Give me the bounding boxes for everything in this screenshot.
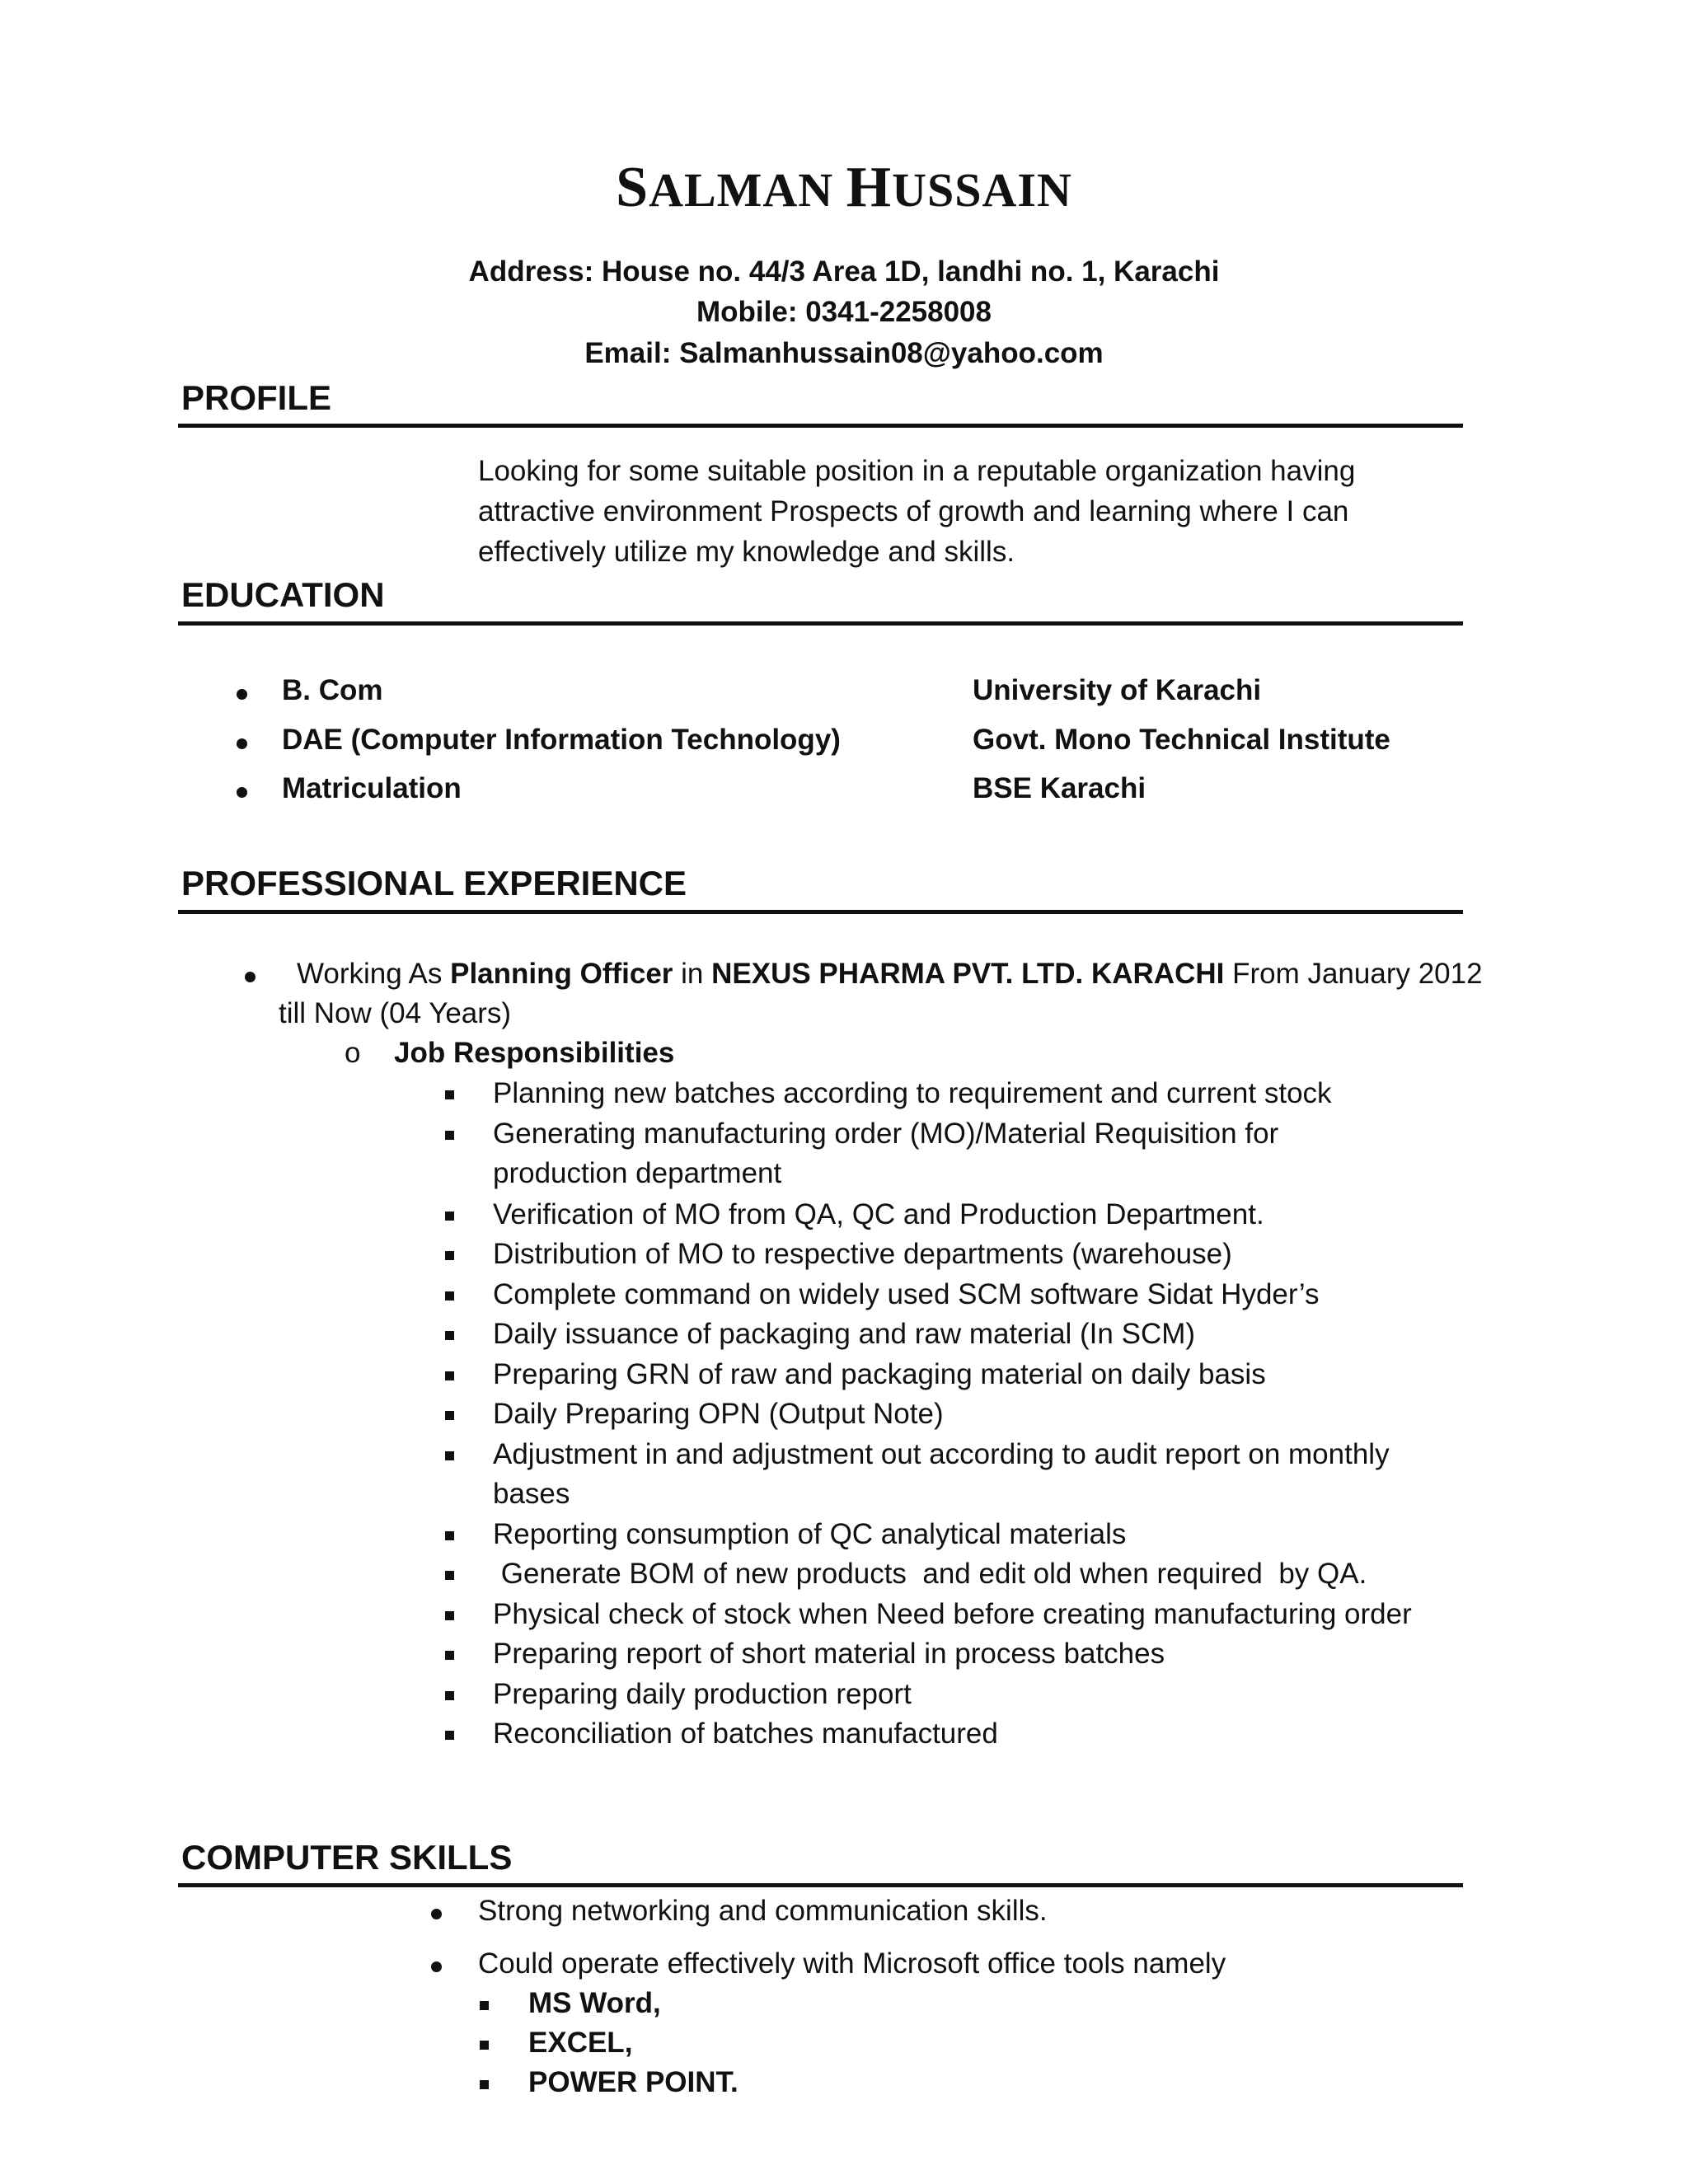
profile-line: attractive environment Prospects of growth and learning where I can	[478, 495, 1349, 527]
job-role: Planning Officer	[450, 958, 673, 990]
education-degree: B. Com	[282, 674, 383, 706]
intro-text: Working As	[297, 958, 451, 990]
square-bullet-icon	[445, 1090, 454, 1099]
education-degree: DAE (Computer Information Technology)	[282, 724, 841, 756]
square-bullet-icon	[445, 1531, 454, 1540]
square-bullet-icon	[480, 2001, 489, 2010]
square-bullet-icon	[480, 2041, 489, 2050]
intro-text: in	[673, 958, 712, 990]
education-degree: Matriculation	[282, 772, 462, 804]
square-bullet-icon	[480, 2080, 489, 2089]
contact-email: Email: Salmanhussain08@yahoo.com	[584, 337, 1104, 369]
company-name: NEXUS PHARMA PVT. LTD. KARACHI	[711, 958, 1225, 990]
name-initial: S	[616, 156, 649, 219]
education-institute: University of Karachi	[973, 674, 1262, 706]
square-bullet-icon	[445, 1291, 454, 1301]
skill-item: Strong networking and communication skills.	[478, 1895, 1048, 1927]
bullet-icon	[245, 972, 256, 982]
section-divider	[178, 621, 1463, 626]
tool-item: POWER POINT.	[528, 2066, 738, 2098]
responsibility-item: Planning new batches according to requirement and current stock	[493, 1077, 1332, 1109]
bullet-icon	[237, 738, 247, 749]
education-institute: Govt. Mono Technical Institute	[973, 724, 1390, 756]
bullet-icon	[431, 1909, 442, 1919]
candidate-name	[0, 155, 1688, 221]
experience-duration: till Now (04 Years)	[279, 997, 512, 1029]
square-bullet-icon	[445, 1691, 454, 1700]
job-responsibilities-title: Job Responsibilities	[394, 1037, 675, 1069]
contact-mobile: Mobile: 0341-2258008	[696, 296, 992, 328]
square-bullet-icon	[445, 1371, 454, 1380]
profile-line: Looking for some suitable position in a reputable organization having	[478, 455, 1356, 487]
responsibility-item: Adjustment in and adjustment out according to audit report on monthly	[493, 1438, 1390, 1470]
responsibility-item: Reconciliation of batches manufactured	[493, 1718, 998, 1750]
experience-intro	[297, 958, 1483, 991]
responsibility-item: Preparing GRN of raw and packaging material on daily basis	[493, 1358, 1266, 1390]
section-title-profile: PROFILE	[181, 378, 332, 417]
bullet-icon	[237, 787, 247, 798]
sub-bullet-icon: o	[345, 1037, 361, 1069]
responsibility-item: Physical check of stock when Need before creating manufacturing order	[493, 1598, 1412, 1630]
responsibility-item: Daily issuance of packaging and raw material (In SCM)	[493, 1318, 1196, 1350]
square-bullet-icon	[445, 1331, 454, 1340]
responsibility-item: Daily Preparing OPN (Output Note)	[493, 1398, 944, 1430]
bullet-icon	[237, 689, 247, 700]
square-bullet-icon	[445, 1212, 454, 1221]
responsibility-item: Generating manufacturing order (MO)/Material Requisition for	[493, 1118, 1279, 1150]
square-bullet-icon	[445, 1251, 454, 1260]
square-bullet-icon	[445, 1611, 454, 1620]
square-bullet-icon	[445, 1571, 454, 1580]
intro-text: From January 2012	[1224, 958, 1483, 990]
responsibility-item-continued: production department	[493, 1157, 782, 1189]
square-bullet-icon	[445, 1131, 454, 1140]
responsibility-item: Preparing report of short material in process batches	[493, 1638, 1165, 1670]
education-institute: BSE Karachi	[973, 772, 1146, 804]
responsibility-item: Generate BOM of new products and edit old when required by QA.	[493, 1558, 1367, 1590]
responsibility-item: Reporting consumption of QC analytical materials	[493, 1518, 1127, 1550]
responsibility-item: Verification of MO from QA, QC and Production Department.	[493, 1198, 1264, 1230]
section-title-skills: COMPUTER SKILLS	[181, 1838, 513, 1877]
section-divider	[178, 424, 1463, 428]
profile-summary	[478, 451, 1355, 572]
skill-item: Could operate effectively with Microsoft office tools namely	[478, 1947, 1226, 1980]
section-divider	[178, 1883, 1463, 1887]
square-bullet-icon	[445, 1651, 454, 1660]
responsibility-item: Complete command on widely used SCM software Sidat Hyder’s	[493, 1278, 1320, 1310]
section-title-experience: PROFESSIONAL EXPERIENCE	[181, 864, 687, 902]
bullet-icon	[431, 1961, 442, 1972]
name-first-rest: ALMAN	[649, 163, 834, 217]
profile-line: effectively utilize my knowledge and skills.	[478, 536, 1015, 568]
tool-item: MS Word,	[528, 1987, 661, 2019]
square-bullet-icon	[445, 1451, 454, 1460]
name-last-rest: USSAIN	[892, 163, 1072, 217]
name-last-initial: H	[846, 156, 893, 219]
section-title-education: EDUCATION	[181, 575, 385, 614]
contact-address: Address: House no. 44/3 Area 1D, landhi no. 1, Karachi	[468, 255, 1220, 288]
square-bullet-icon	[445, 1731, 454, 1740]
responsibility-item: Distribution of MO to respective departments (warehouse)	[493, 1238, 1232, 1270]
responsibility-item: Preparing daily production report	[493, 1678, 912, 1710]
square-bullet-icon	[445, 1411, 454, 1420]
tool-item: EXCEL,	[528, 2027, 633, 2059]
responsibility-item-continued: bases	[493, 1478, 570, 1510]
section-divider	[178, 910, 1463, 914]
